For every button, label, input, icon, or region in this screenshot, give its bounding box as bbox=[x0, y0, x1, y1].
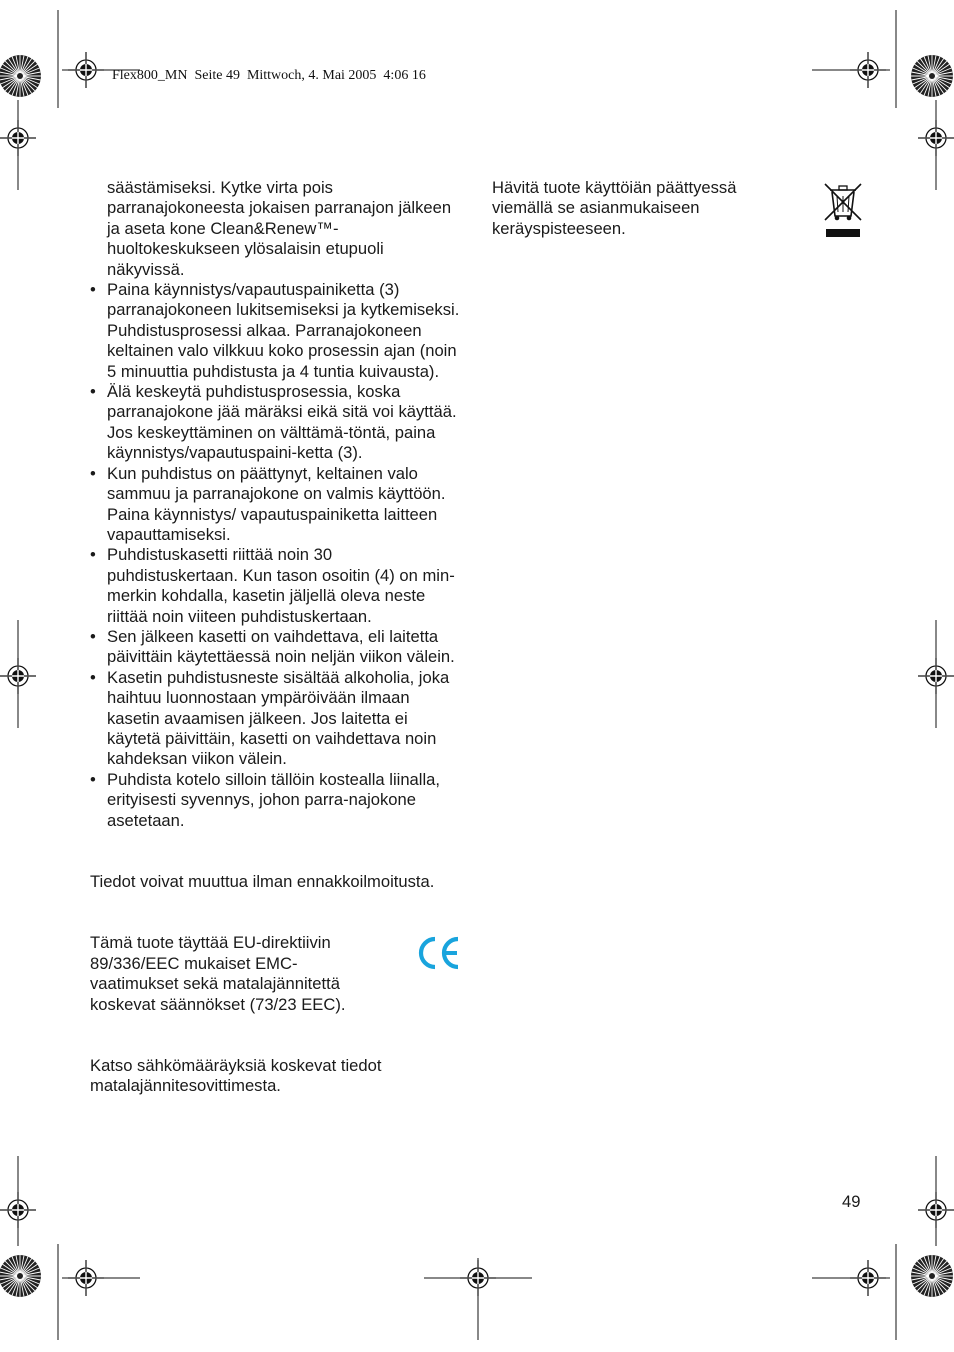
list-item-text: Puhdistuskasetti riittää noin 30 puhdistuskertaan. Kun tason osoitin (4) on min-merkin kohdalla, kasetin jäljellä oleva neste riittää noin viiteen puhdistuskertaan. bbox=[107, 545, 455, 626]
list-item-text: Sen jälkeen kasetti on vaihdettava, eli laitetta päivittäin käytettäessä noin neljän viikon välein. bbox=[107, 626, 455, 667]
left-column bbox=[90, 178, 460, 1097]
list-item-text: Kun puhdistus on päättynyt, keltainen valo sammuu ja parranajokone on valmis käyttöön. Paina käynnistys/ vapautuspainiketta laitteen vapauttamiseksi. bbox=[107, 463, 446, 544]
print-slug: Flex800_MN Seite 49 Mittwoch, 4. Mai 2005 4:06 16 bbox=[112, 68, 426, 83]
bullet-icon: • bbox=[90, 626, 96, 646]
voltage-note: Katso sähkömääräyksiä koskevat tiedot matalajännitesovittimesta. bbox=[90, 1056, 382, 1096]
bullet-icon: • bbox=[90, 280, 96, 300]
list-item-text: Kasetin puhdistusneste sisältää alkoholia, joka haihtuu luonnostaan ympäröivään ilmaan kasetin avaamisen jälkeen. Jos laitetta ei käytetä päivittäin, kasetti on vaihdettava noin kahdeksan viikon välein. bbox=[107, 667, 450, 769]
bullet-icon: • bbox=[90, 667, 96, 687]
page-number: 49 bbox=[842, 1192, 861, 1211]
list-item-text: Puhdista kotelo silloin tällöin kostealla liinalla, erityisesti syvennys, johon parra-najokone asetetaan. bbox=[107, 769, 440, 830]
list-item bbox=[90, 627, 460, 668]
list-item bbox=[90, 668, 460, 770]
intro-text: säästämiseksi. Kytke virta pois parranajokoneesta jokaisen parranajon jälkeen ja aseta kone Clean&Renew™-huoltokeskukseen ylösalaisin etupuoli näkyvissä. bbox=[107, 178, 452, 279]
right-column bbox=[492, 178, 782, 239]
list-item bbox=[90, 464, 460, 546]
disposal-text: Hävitä tuote käyttöiän päättyessä viemällä se asianmukaiseen keräyspisteeseen. bbox=[492, 178, 737, 238]
crossed-out-bin-icon bbox=[822, 182, 864, 240]
change-notice: Tiedot voivat muuttua ilman ennakkoilmoitusta. bbox=[90, 872, 435, 891]
ce-statement: Tämä tuote täyttää EU-direktiivin 89/336/EEC mukaiset EMC-vaatimukset sekä matalajännitettä koskevat säännökset (73/23 EEC). bbox=[90, 933, 346, 1014]
list-item bbox=[90, 770, 460, 831]
bullet-icon: • bbox=[90, 545, 96, 565]
list-item-text: Paina käynnistys/vapautuspainiketta (3) parranajokoneen lukitsemiseksi ja kytkemiseksi. Puhdistusprosessi alkaa. Parranajokoneen keltainen valo vilkkuu koko prosessin ajan (noin 5 minuuttia puhdistusta ja 4 tuntia kuivausta). bbox=[107, 280, 460, 381]
bullet-icon: • bbox=[90, 463, 96, 483]
ce-mark-icon bbox=[416, 933, 462, 973]
bullet-icon: • bbox=[90, 382, 96, 402]
list-item bbox=[90, 280, 460, 382]
list-item-text: Älä keskeytä puhdistusprosessia, koska parranajokone jää märäksi eikä sitä voi käyttää. Jos keskeyttäminen on välttämä-töntä, paina käynnistys/vapautuspaini-ketta (3). bbox=[107, 382, 457, 463]
bullet-icon: • bbox=[90, 769, 96, 789]
list-item bbox=[90, 545, 460, 627]
list-item bbox=[90, 382, 460, 464]
ce-compliance-block bbox=[90, 933, 470, 1015]
instruction-list bbox=[90, 280, 460, 831]
